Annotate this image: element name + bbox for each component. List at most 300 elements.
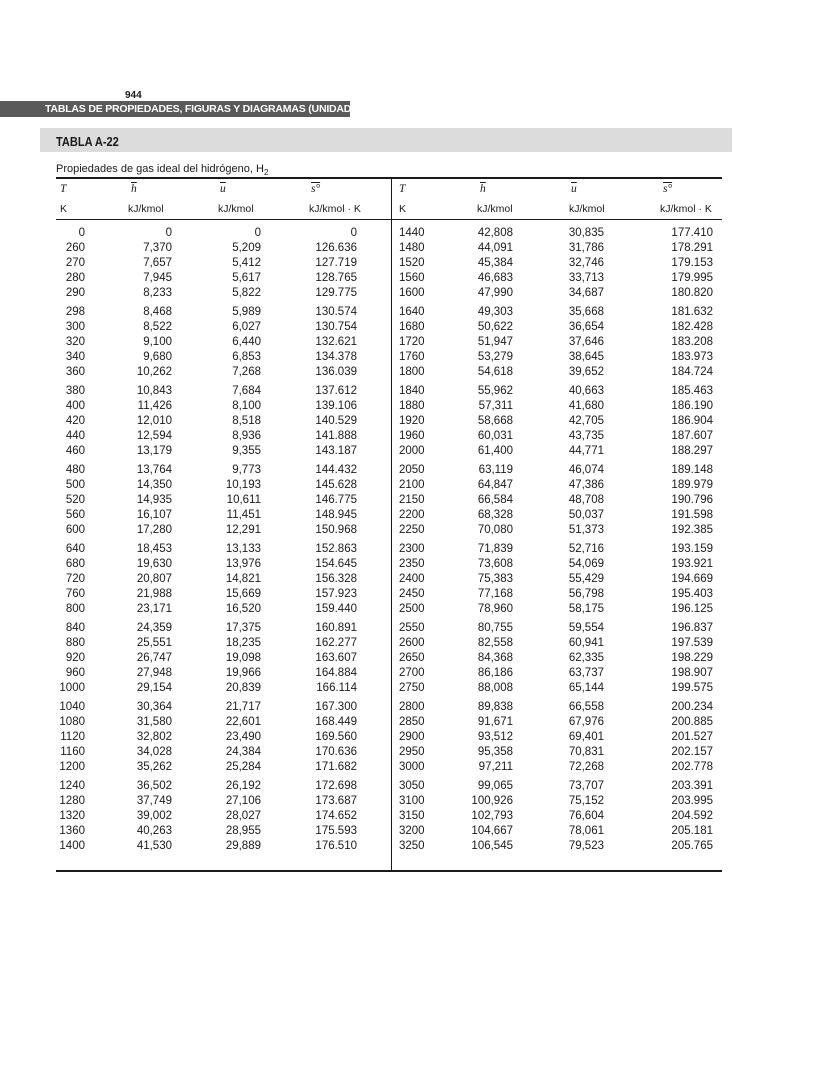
temperature-cell: 2650 [399, 652, 425, 664]
table-row [0, 226, 720, 241]
enthalpy-cell: 60,031 [477, 430, 513, 442]
enthalpy-cell: 12,594 [136, 430, 172, 442]
temperature-cell: 2250 [399, 524, 425, 536]
internal-energy-cell: 76,604 [568, 810, 604, 822]
enthalpy-cell: 77,168 [477, 588, 513, 600]
internal-energy-cell: 7,268 [232, 366, 261, 378]
temperature-cell: 560 [65, 509, 85, 521]
entropy-cell: 189.148 [671, 464, 713, 476]
entropy-cell: 137.612 [315, 385, 357, 397]
entropy-cell: 173.687 [315, 795, 357, 807]
entropy-cell: 200.234 [671, 701, 713, 713]
entropy-cell: 189.979 [671, 479, 713, 491]
enthalpy-cell: 42,808 [477, 227, 513, 239]
entropy-cell: 190.796 [671, 494, 713, 506]
entropy-cell: 170.636 [315, 746, 357, 758]
temperature-cell: 1560 [399, 272, 425, 284]
internal-energy-cell: 70,831 [568, 746, 604, 758]
internal-energy-cell: 62,335 [568, 652, 604, 664]
temperature-cell: 3050 [399, 780, 425, 792]
internal-energy-cell: 22,601 [225, 716, 261, 728]
temperature-cell: 2500 [399, 603, 425, 615]
enthalpy-cell: 95,358 [477, 746, 513, 758]
temperature-cell: 680 [65, 558, 85, 570]
temperature-cell: 1240 [59, 780, 85, 792]
temperature-cell: 2400 [399, 573, 425, 585]
internal-energy-cell: 40,663 [568, 385, 604, 397]
temperature-cell: 1280 [59, 795, 85, 807]
temperature-cell: 2850 [399, 716, 425, 728]
internal-energy-cell: 13,976 [225, 558, 261, 570]
temperature-cell: 840 [65, 622, 85, 634]
entropy-cell: 172.698 [315, 780, 357, 792]
temperature-cell: 440 [65, 430, 85, 442]
header-unit-s-left: kJ/kmol · K [309, 203, 361, 215]
entropy-cell: 140.529 [315, 415, 357, 427]
table-row [0, 651, 720, 666]
temperature-cell: 1160 [60, 746, 85, 758]
internal-energy-cell: 37,646 [568, 336, 604, 348]
enthalpy-cell: 51,947 [477, 336, 513, 348]
internal-energy-cell: 8,518 [232, 415, 261, 427]
entropy-cell: 199.575 [671, 682, 713, 694]
entropy-cell: 205.181 [671, 825, 713, 837]
internal-energy-cell: 75,152 [568, 795, 604, 807]
header-symbol-h-left: $\overline{h}$ [131, 183, 137, 195]
enthalpy-cell: 55,962 [477, 385, 513, 397]
header-symbol-s-right: s° [663, 183, 673, 195]
table-row [0, 384, 720, 399]
temperature-cell: 360 [65, 366, 85, 378]
entropy-cell: 184.724 [671, 366, 713, 378]
entropy-cell: 171.682 [315, 761, 357, 773]
internal-energy-cell: 69,401 [568, 731, 604, 743]
entropy-cell: 180.820 [671, 287, 713, 299]
enthalpy-cell: 49,303 [477, 306, 513, 318]
entropy-cell: 178.291 [671, 242, 713, 254]
internal-energy-cell: 21,717 [225, 701, 261, 713]
internal-energy-cell: 41,680 [568, 400, 604, 412]
entropy-cell: 202.778 [671, 761, 713, 773]
table-row [0, 779, 720, 794]
enthalpy-cell: 10,843 [136, 385, 172, 397]
temperature-cell: 500 [65, 479, 85, 491]
temperature-cell: 1320 [59, 810, 85, 822]
temperature-cell: 1400 [59, 840, 85, 852]
enthalpy-cell: 0 [165, 227, 172, 239]
temperature-cell: 1760 [399, 351, 425, 363]
temperature-cell: 320 [65, 336, 85, 348]
internal-energy-cell: 44,771 [568, 445, 604, 457]
table-row [0, 523, 720, 538]
entropy-cell: 139.106 [315, 400, 357, 412]
enthalpy-cell: 14,935 [136, 494, 172, 506]
temperature-cell: 1480 [399, 242, 425, 254]
entropy-cell: 152.863 [315, 543, 357, 555]
entropy-cell: 129.775 [315, 287, 357, 299]
temperature-cell: 480 [65, 464, 85, 476]
table-row [0, 335, 720, 350]
entropy-cell: 134.378 [315, 351, 357, 363]
internal-energy-cell: 27,106 [225, 795, 261, 807]
temperature-cell: 960 [65, 667, 85, 679]
entropy-cell: 194.669 [671, 573, 713, 585]
entropy-cell: 156.328 [315, 573, 357, 585]
enthalpy-cell: 46,683 [477, 272, 513, 284]
entropy-cell: 192.385 [671, 524, 713, 536]
enthalpy-cell: 54,618 [477, 366, 513, 378]
enthalpy-cell: 18,453 [136, 543, 172, 555]
internal-energy-cell: 52,716 [568, 543, 604, 555]
table-row [0, 463, 720, 478]
table-row [0, 493, 720, 508]
internal-energy-cell: 6,027 [232, 321, 261, 333]
temperature-cell: 400 [65, 400, 85, 412]
enthalpy-cell: 41,530 [136, 840, 172, 852]
temperature-cell: 2600 [399, 637, 425, 649]
internal-energy-cell: 5,412 [232, 257, 261, 269]
internal-energy-cell: 59,554 [568, 622, 604, 634]
entropy-cell: 128.765 [315, 272, 357, 284]
enthalpy-cell: 91,671 [477, 716, 513, 728]
temperature-cell: 2100 [399, 479, 425, 491]
entropy-cell: 126.636 [315, 242, 357, 254]
table-row [0, 508, 720, 523]
entropy-cell: 175.593 [315, 825, 357, 837]
temperature-cell: 1800 [399, 366, 425, 378]
entropy-cell: 205.765 [671, 840, 713, 852]
table-row [0, 256, 720, 271]
internal-energy-cell: 39,652 [568, 366, 604, 378]
header-symbol-s-left: s° [311, 183, 321, 195]
entropy-cell: 146.775 [315, 494, 357, 506]
temperature-cell: 1680 [399, 321, 425, 333]
temperature-cell: 1920 [399, 415, 425, 427]
entropy-cell: 164.884 [315, 667, 357, 679]
enthalpy-cell: 63,119 [478, 464, 513, 476]
enthalpy-cell: 7,370 [143, 242, 172, 254]
internal-energy-cell: 36,654 [568, 321, 604, 333]
enthalpy-cell: 58,668 [477, 415, 513, 427]
table-row [0, 572, 720, 587]
entropy-cell: 195.403 [671, 588, 713, 600]
internal-energy-cell: 67,976 [568, 716, 604, 728]
enthalpy-cell: 8,233 [143, 287, 172, 299]
internal-energy-cell: 73,707 [568, 780, 604, 792]
enthalpy-cell: 20,807 [136, 573, 172, 585]
table-row [0, 429, 720, 444]
entropy-cell: 157.923 [315, 588, 357, 600]
enthalpy-cell: 68,328 [477, 509, 513, 521]
temperature-cell: 2550 [399, 622, 425, 634]
entropy-cell: 144.432 [315, 464, 357, 476]
enthalpy-cell: 7,657 [143, 257, 172, 269]
table-row [0, 794, 720, 809]
enthalpy-cell: 99,065 [477, 780, 513, 792]
entropy-cell: 201.527 [671, 731, 713, 743]
internal-energy-cell: 51,373 [568, 524, 604, 536]
caption-subscript: 2 [263, 168, 269, 178]
enthalpy-cell: 13,179 [136, 445, 172, 457]
entropy-cell: 183.973 [671, 351, 713, 363]
temperature-cell: 2150 [399, 494, 425, 506]
entropy-cell: 188.297 [671, 445, 713, 457]
entropy-cell: 183.208 [671, 336, 713, 348]
table-title-band [40, 128, 732, 152]
temperature-cell: 920 [65, 652, 85, 664]
internal-energy-cell: 46,074 [568, 464, 604, 476]
enthalpy-cell: 53,279 [477, 351, 513, 363]
table-row [0, 809, 720, 824]
entropy-cell: 176.510 [315, 840, 357, 852]
entropy-cell: 159.440 [315, 603, 357, 615]
enthalpy-cell: 36,502 [136, 780, 172, 792]
internal-energy-cell: 5,822 [232, 287, 261, 299]
internal-energy-cell: 29,889 [225, 840, 261, 852]
table-row [0, 715, 720, 730]
table-row [0, 350, 720, 365]
temperature-cell: 2000 [399, 445, 425, 457]
header-unit-u-right: kJ/kmol [569, 203, 605, 215]
enthalpy-cell: 80,755 [477, 622, 513, 634]
internal-energy-cell: 5,209 [232, 242, 261, 254]
entropy-cell: 186.190 [671, 400, 713, 412]
internal-energy-cell: 31,786 [568, 242, 604, 254]
temperature-cell: 460 [65, 445, 85, 457]
internal-energy-cell: 28,027 [225, 810, 261, 822]
internal-energy-cell: 18,235 [225, 637, 261, 649]
enthalpy-cell: 24,359 [136, 622, 172, 634]
header-symbol-h-right: $\overline{h}$ [480, 183, 486, 195]
temperature-cell: 0 [78, 227, 85, 239]
enthalpy-cell: 21,988 [136, 588, 172, 600]
entropy-cell: 193.159 [671, 543, 713, 555]
table-row [0, 557, 720, 572]
page-number: 944 [125, 90, 142, 101]
enthalpy-cell: 27,948 [136, 667, 172, 679]
temperature-cell: 300 [65, 321, 85, 333]
enthalpy-cell: 7,945 [143, 272, 172, 284]
running-header: TABLAS DE PROPIEDADES, FIGURAS Y DIAGRAMAS (UNIDADES SI) [0, 101, 350, 117]
internal-energy-cell: 13,133 [225, 543, 261, 555]
temperature-cell: 720 [65, 573, 85, 585]
temperature-cell: 1600 [399, 287, 425, 299]
internal-energy-cell: 16,520 [225, 603, 261, 615]
table-top-rule [56, 177, 722, 179]
internal-energy-cell: 25,284 [225, 761, 261, 773]
enthalpy-cell: 32,802 [136, 731, 172, 743]
entropy-cell: 150.968 [315, 524, 357, 536]
internal-energy-cell: 48,708 [568, 494, 604, 506]
enthalpy-cell: 88,008 [477, 682, 513, 694]
internal-energy-cell: 58,175 [568, 603, 604, 615]
enthalpy-cell: 29,154 [136, 682, 172, 694]
internal-energy-cell: 32,746 [568, 257, 604, 269]
header-unit-h-right: kJ/kmol [477, 203, 513, 215]
temperature-cell: 2350 [399, 558, 425, 570]
internal-energy-cell: 5,989 [232, 306, 261, 318]
entropy-cell: 185.463 [671, 385, 713, 397]
enthalpy-cell: 11,426 [137, 400, 172, 412]
internal-energy-cell: 65,144 [568, 682, 604, 694]
internal-energy-cell: 35,668 [568, 306, 604, 318]
entropy-cell: 143.187 [315, 445, 357, 457]
temperature-cell: 1880 [399, 400, 425, 412]
internal-energy-cell: 55,429 [568, 573, 604, 585]
enthalpy-cell: 89,838 [477, 701, 513, 713]
internal-energy-cell: 63,737 [568, 667, 604, 679]
temperature-cell: 1440 [399, 227, 425, 239]
internal-energy-cell: 23,490 [225, 731, 261, 743]
enthalpy-cell: 17,280 [136, 524, 172, 536]
temperature-cell: 800 [65, 603, 85, 615]
temperature-cell: 520 [65, 494, 85, 506]
table-row [0, 636, 720, 651]
internal-energy-cell: 19,098 [225, 652, 261, 664]
enthalpy-cell: 50,622 [477, 321, 513, 333]
table-row [0, 286, 720, 301]
enthalpy-cell: 82,558 [477, 637, 513, 649]
table-caption [56, 163, 268, 177]
table-row [0, 824, 720, 839]
entropy-cell: 166.114 [316, 682, 357, 694]
entropy-cell: 148.945 [315, 509, 357, 521]
table-title: TABLA A-22 [56, 134, 119, 149]
temperature-cell: 260 [65, 242, 85, 254]
temperature-cell: 420 [65, 415, 85, 427]
internal-energy-cell: 17,375 [225, 622, 261, 634]
entropy-cell: 0 [350, 227, 357, 239]
entropy-cell: 203.391 [671, 780, 713, 792]
table-row [0, 399, 720, 414]
enthalpy-cell: 71,839 [477, 543, 513, 555]
internal-energy-cell: 28,955 [225, 825, 261, 837]
temperature-cell: 640 [65, 543, 85, 555]
temperature-cell: 1080 [59, 716, 85, 728]
temperature-cell: 3250 [399, 840, 425, 852]
enthalpy-cell: 73,608 [477, 558, 513, 570]
temperature-cell: 3000 [399, 761, 425, 773]
temperature-cell: 290 [65, 287, 85, 299]
table-row [0, 700, 720, 715]
enthalpy-cell: 66,584 [477, 494, 513, 506]
enthalpy-cell: 45,384 [477, 257, 513, 269]
internal-energy-cell: 8,100 [232, 400, 261, 412]
entropy-cell: 179.153 [671, 257, 713, 269]
entropy-cell: 200.885 [671, 716, 713, 728]
table-row [0, 839, 720, 854]
enthalpy-cell: 97,211 [478, 761, 513, 773]
table-row [0, 478, 720, 493]
temperature-cell: 298 [65, 306, 85, 318]
entropy-cell: 193.921 [671, 558, 713, 570]
enthalpy-cell: 31,580 [136, 716, 172, 728]
enthalpy-cell: 64,847 [477, 479, 513, 491]
temperature-cell: 1640 [399, 306, 425, 318]
entropy-cell: 127.719 [315, 257, 357, 269]
internal-energy-cell: 10,611 [226, 494, 261, 506]
internal-energy-cell: 26,192 [225, 780, 261, 792]
entropy-cell: 174.652 [315, 810, 357, 822]
temperature-cell: 1120 [60, 731, 85, 743]
enthalpy-cell: 61,400 [477, 445, 513, 457]
temperature-cell: 2750 [399, 682, 425, 694]
internal-energy-cell: 20,839 [225, 682, 261, 694]
entropy-cell: 202.157 [671, 746, 713, 758]
temperature-cell: 1520 [399, 257, 425, 269]
enthalpy-cell: 12,010 [136, 415, 172, 427]
entropy-cell: 197.539 [671, 637, 713, 649]
enthalpy-cell: 44,091 [477, 242, 513, 254]
table-row [0, 681, 720, 696]
enthalpy-cell: 106,545 [471, 840, 513, 852]
entropy-cell: 130.754 [315, 321, 357, 333]
table-row [0, 241, 720, 256]
internal-energy-cell: 5,617 [232, 272, 261, 284]
temperature-cell: 1960 [399, 430, 425, 442]
table-bottom-rule [56, 870, 722, 872]
temperature-cell: 2050 [399, 464, 425, 476]
table-row [0, 602, 720, 617]
entropy-cell: 204.592 [671, 810, 713, 822]
internal-energy-cell: 8,936 [232, 430, 261, 442]
enthalpy-cell: 19,630 [136, 558, 172, 570]
internal-energy-cell: 15,669 [225, 588, 261, 600]
temperature-cell: 3100 [399, 795, 425, 807]
temperature-cell: 2450 [399, 588, 425, 600]
internal-energy-cell: 9,773 [232, 464, 261, 476]
temperature-cell: 380 [65, 385, 85, 397]
entropy-cell: 177.410 [671, 227, 713, 239]
enthalpy-cell: 84,368 [477, 652, 513, 664]
temperature-cell: 2200 [399, 509, 425, 521]
table-row [0, 444, 720, 459]
enthalpy-cell: 30,364 [136, 701, 172, 713]
entropy-cell: 181.632 [671, 306, 713, 318]
temperature-cell: 1720 [399, 336, 425, 348]
entropy-cell: 179.995 [671, 272, 713, 284]
table-row [0, 414, 720, 429]
header-symbol-u-right: $\overline{u}$ [571, 183, 577, 195]
internal-energy-cell: 56,798 [568, 588, 604, 600]
enthalpy-cell: 23,171 [136, 603, 172, 615]
caption-text: Propiedades de gas ideal del hidrógeno, H [56, 163, 264, 175]
table-row [0, 271, 720, 286]
enthalpy-cell: 26,747 [136, 652, 172, 664]
table-row [0, 305, 720, 320]
enthalpy-cell: 75,383 [477, 573, 513, 585]
internal-energy-cell: 6,440 [232, 336, 261, 348]
entropy-cell: 132.621 [315, 336, 357, 348]
enthalpy-cell: 93,512 [477, 731, 513, 743]
entropy-cell: 163.607 [315, 652, 357, 664]
temperature-cell: 280 [65, 272, 85, 284]
enthalpy-cell: 40,263 [136, 825, 172, 837]
temperature-cell: 3150 [399, 810, 425, 822]
enthalpy-cell: 14,350 [136, 479, 172, 491]
table-row [0, 542, 720, 557]
enthalpy-cell: 13,764 [136, 464, 172, 476]
internal-energy-cell: 54,069 [568, 558, 604, 570]
table-row [0, 621, 720, 636]
table-row [0, 730, 720, 745]
temperature-cell: 2950 [399, 746, 425, 758]
internal-energy-cell: 0 [254, 227, 261, 239]
internal-energy-cell: 24,384 [225, 746, 261, 758]
enthalpy-cell: 57,311 [478, 400, 513, 412]
temperature-cell: 2700 [399, 667, 425, 679]
table-row [0, 666, 720, 681]
